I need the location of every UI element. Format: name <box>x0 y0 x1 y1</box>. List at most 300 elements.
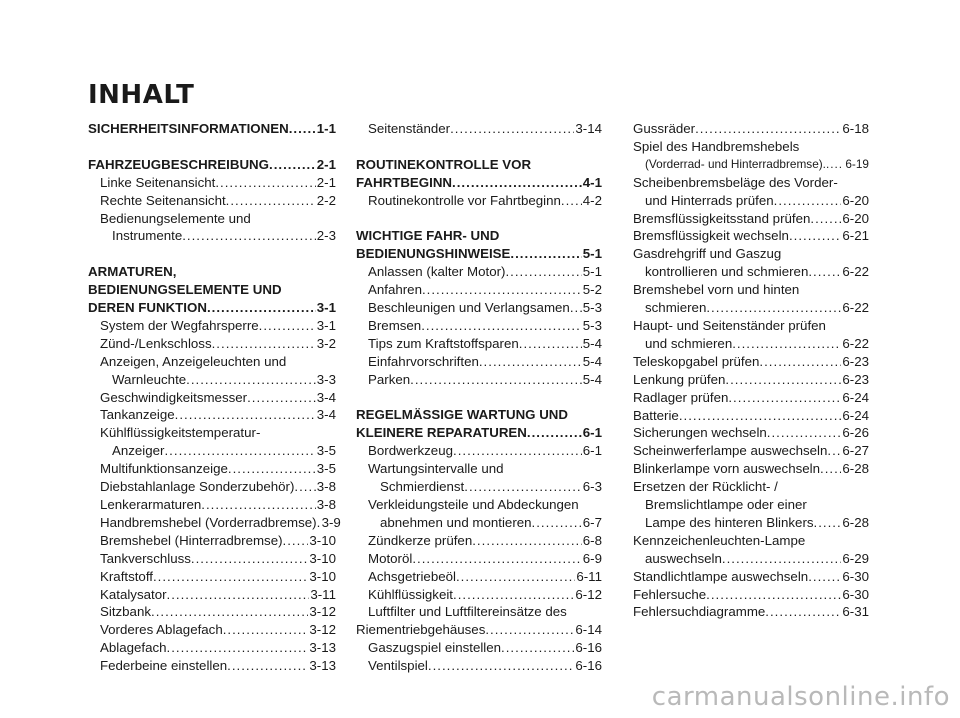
toc-entry <box>88 299 336 317</box>
toc-page-number: 6-20 <box>842 210 869 226</box>
toc-entry-title: kontrollieren und schmieren <box>645 264 809 280</box>
toc-entry-title: auswechseln <box>645 550 722 566</box>
toc-page-number: 5-2 <box>582 282 602 298</box>
toc-leader-dots <box>485 621 574 639</box>
toc-leader-dots <box>519 335 582 353</box>
toc-leader-dots <box>450 120 574 138</box>
toc-leader-dots <box>164 442 315 460</box>
toc-entry-title: FAHRZEUGBESCHREIBUNG <box>88 156 269 172</box>
toc-entry <box>633 263 869 281</box>
toc-page-number: 6-26 <box>842 425 869 441</box>
toc-text-line <box>356 156 602 174</box>
toc-text-line <box>88 281 336 299</box>
toc-entry <box>633 460 869 478</box>
toc-entry <box>356 639 602 657</box>
toc-column-3 <box>633 120 869 621</box>
toc-page-number: 3-5 <box>316 443 336 459</box>
toc-page-number: 6-16 <box>575 658 602 674</box>
toc-entry <box>356 317 602 335</box>
toc-page-number: 5-1 <box>582 246 602 262</box>
toc-entry-title: Haupt- und Seitenständer prüfen <box>633 317 826 333</box>
toc-leader-dots <box>827 442 841 460</box>
toc-entry-title: Gasdrehgriff und Gaszug <box>633 246 782 262</box>
toc-page-number: 6-1 <box>582 425 602 441</box>
toc-entry <box>356 120 602 138</box>
toc-entry-title: Anzeiger <box>112 443 165 459</box>
toc-leader-dots <box>201 496 316 514</box>
toc-entry-title: Multifunktionsanzeige <box>100 461 228 477</box>
toc-page-number: 6-7 <box>582 514 602 530</box>
toc-entry-title: Bremshebel (Hinterradbremse) <box>100 532 283 548</box>
toc-page-number: 6-8 <box>582 532 602 548</box>
toc-entry-title: Kraftstoff <box>100 568 153 584</box>
toc-text-line <box>633 174 869 192</box>
toc-entry <box>356 586 602 604</box>
toc-leader-dots <box>412 550 581 568</box>
toc-entry-title: Verkleidungsteile und Abdeckungen <box>368 496 579 512</box>
toc-page-number: 3-13 <box>309 640 336 656</box>
toc-page-number: 6-22 <box>842 300 869 316</box>
toc-page-number: 2-1 <box>316 156 336 172</box>
toc-entry-title: Geschwindigkeitsmesser <box>100 389 248 405</box>
toc-page-number: 6-14 <box>575 622 602 638</box>
toc-entry-title: Bremsen <box>368 317 422 333</box>
toc-leader-dots <box>215 174 315 192</box>
toc-text-line <box>633 317 869 335</box>
toc-leader-dots <box>767 424 842 442</box>
toc-text-line <box>633 496 869 514</box>
toc-entry <box>88 586 336 604</box>
toc-leader-dots <box>294 478 315 496</box>
toc-page-number: 3-8 <box>316 479 336 495</box>
toc-column-2 <box>356 120 602 675</box>
toc-entry-title: Spiel des Handbremshebels <box>633 138 800 154</box>
toc-entry-title: Routinekontrolle vor Fahrtbeginn <box>368 192 561 208</box>
toc-entry <box>88 478 336 496</box>
toc-leader-dots <box>175 406 316 424</box>
toc-page-number: 3-11 <box>310 586 336 602</box>
toc-leader-dots <box>501 639 574 657</box>
toc-entry <box>356 442 602 460</box>
toc-page-number: 5-3 <box>582 317 602 333</box>
toc-entry-title: Federbeine einstellen <box>100 658 228 674</box>
toc-leader-dots <box>759 353 841 371</box>
toc-entry-title: FAHRTBEGINN <box>356 174 453 190</box>
toc-entry-title: Radlager prüfen <box>633 389 729 405</box>
toc-entry-title: Scheibenbremsbeläge des Vorder- <box>633 174 838 190</box>
toc-page-number: 4-2 <box>582 192 602 208</box>
toc-entry <box>633 371 869 389</box>
toc-entry-title: Ersetzen der Rücklicht- / <box>633 479 778 495</box>
toc-entry-title: Seitenständer <box>368 121 451 136</box>
toc-entry <box>88 174 336 192</box>
toc-page-number: 6-28 <box>842 461 869 477</box>
toc-text-line <box>88 424 336 442</box>
toc-entry <box>88 550 336 568</box>
toc-leader-dots <box>810 210 841 228</box>
toc-leader-dots <box>421 317 582 335</box>
toc-entry-title: Anlassen (kalter Motor) <box>368 264 506 280</box>
toc-page-number: 5-4 <box>582 353 602 369</box>
toc-entry-title: schmieren <box>645 300 707 316</box>
toc-leader-dots <box>725 371 841 389</box>
toc-entry <box>356 657 602 675</box>
toc-leader-dots <box>765 603 841 621</box>
toc-entry-title: SICHERHEITSINFORMATIONEN <box>88 121 289 136</box>
toc-leader-dots <box>289 120 316 138</box>
toc-leader-dots <box>472 532 582 550</box>
toc-entry-title: Handbremshebel (Vorderradbremse) <box>100 514 317 530</box>
toc-entry-title: abnehmen und montieren <box>380 514 532 530</box>
toc-page-number: 6-19 <box>845 156 869 171</box>
toc-entry-title: Bedienungselemente und <box>100 210 251 226</box>
toc-entry <box>633 568 869 586</box>
page-title: INHALT <box>88 80 195 110</box>
toc-page-number: 6-12 <box>575 586 602 602</box>
toc-entry-title: Luftfilter und Luftfiltereinsätze des <box>368 604 567 620</box>
section-gap <box>356 138 602 156</box>
toc-entry <box>633 335 869 353</box>
toc-page-number: 6-11 <box>576 568 602 584</box>
toc-entry-title: Schmierdienst <box>380 479 465 495</box>
toc-page-number: 3-14 <box>575 121 602 136</box>
toc-leader-dots <box>227 657 308 675</box>
toc-entry-title: Tankverschluss <box>100 550 191 566</box>
toc-entry-title: Katalysator <box>100 586 167 602</box>
toc-page-number: 6-3 <box>582 479 602 495</box>
toc-leader-dots <box>679 407 842 425</box>
toc-entry <box>88 156 336 174</box>
toc-column-1 <box>88 120 341 675</box>
toc-text-line <box>633 478 869 496</box>
toc-page-number: 6-24 <box>842 407 869 423</box>
toc-text-line <box>356 460 602 478</box>
toc-leader-dots <box>706 299 841 317</box>
toc-entry <box>88 442 336 460</box>
toc-entry-title: und schmieren <box>645 335 733 351</box>
toc-leader-dots <box>695 120 841 138</box>
toc-page-number: 5-4 <box>582 371 602 387</box>
toc-entry <box>88 120 336 138</box>
toc-entry-title: Ventilspiel <box>368 658 428 674</box>
toc-leader-dots <box>505 263 581 281</box>
toc-page-number: 6-24 <box>842 389 869 405</box>
toc-leader-dots <box>826 156 844 174</box>
toc-entry <box>633 299 869 317</box>
toc-text-line <box>633 245 869 263</box>
toc-entry-title: Lenkerarmaturen <box>100 497 202 512</box>
toc-entry <box>356 568 602 586</box>
toc-entry-title: REGELMÄSSIGE WARTUNG UND <box>356 407 569 423</box>
toc-leader-dots <box>774 192 842 210</box>
toc-page-number: 2-1 <box>316 174 336 190</box>
toc-leader-dots <box>456 568 575 586</box>
toc-entry-title: und Hinterrads prüfen <box>645 192 774 208</box>
toc-entry <box>633 389 869 407</box>
toc-entry-title: Kühlflüssigkeit <box>368 586 453 602</box>
toc-entry <box>633 407 869 425</box>
toc-leader-dots <box>410 371 582 389</box>
toc-page-number: 2-3 <box>316 228 336 244</box>
toc-entry-title: Motoröl <box>368 550 413 566</box>
toc-leader-dots <box>226 192 316 210</box>
toc-entry-title: Tankanzeige <box>100 407 175 423</box>
toc-page-number: 5-1 <box>582 264 602 280</box>
toc-text-line <box>633 532 869 550</box>
toc-entry-title: Bremshebel vorn und hinten <box>633 282 800 298</box>
toc-entry <box>356 174 602 192</box>
toc-leader-dots <box>153 568 308 586</box>
toc-text-line <box>356 603 602 621</box>
toc-entry-title: Instrumente <box>112 228 183 244</box>
toc-entry <box>88 389 336 407</box>
toc-page-number: 3-12 <box>309 604 336 620</box>
toc-entry <box>633 227 869 245</box>
toc-leader-dots <box>722 550 842 568</box>
toc-entry <box>88 621 336 639</box>
toc-page-number: 3-5 <box>316 461 336 477</box>
toc-text-line <box>633 281 869 299</box>
toc-leader-dots <box>732 335 841 353</box>
toc-entry <box>356 263 602 281</box>
toc-leader-dots <box>789 227 841 245</box>
toc-entry <box>633 603 869 621</box>
toc-entry-title: Kühlflüssigkeitstemperatur- <box>100 425 261 441</box>
toc-page-number: 5-3 <box>582 300 602 316</box>
toc-page-number: 6-1 <box>582 443 602 459</box>
toc-entry <box>88 317 336 335</box>
toc-entry-title: Lenkung prüfen <box>633 371 726 387</box>
toc-entry-title: Einfahrvorschriften <box>368 353 479 369</box>
toc-page-number: 6-30 <box>842 568 869 584</box>
toc-entry <box>356 299 602 317</box>
toc-entry <box>356 514 602 532</box>
toc-entry-title: Rechte Seitenansicht <box>100 192 226 208</box>
toc-entry-title: Bremslichtlampe oder einer <box>645 497 807 513</box>
toc-page-number: 6-31 <box>842 604 869 620</box>
toc-page-number: 6-16 <box>575 640 602 656</box>
toc-entry <box>633 514 869 532</box>
toc-entry <box>633 192 869 210</box>
toc-entry-title: Parken <box>368 371 411 387</box>
toc-entry-title: Lampe des hinteren Blinkers <box>645 514 814 530</box>
toc-entry <box>356 621 602 639</box>
toc-entry <box>356 424 602 442</box>
toc-entry-title: Bremsflüssigkeit wechseln <box>633 228 789 244</box>
toc-entry <box>88 192 336 210</box>
toc-entry-title: WICHTIGE FAHR- UND <box>356 228 500 244</box>
toc-page-number: 3-10 <box>309 532 336 548</box>
toc-entry-title: Riementriebgehäuses <box>356 622 486 638</box>
toc-entry-title: Ablagefach <box>100 640 167 656</box>
toc-entry-title: BEDIENUNGSELEMENTE UND <box>88 282 282 298</box>
toc-page-number: 2-2 <box>316 192 336 208</box>
toc-leader-dots <box>570 299 582 317</box>
toc-entry-title: Sitzbank <box>100 604 151 620</box>
toc-entry-title: Diebstahlanlage Sonderzubehör) <box>100 479 295 495</box>
toc-page-number: 6-27 <box>842 443 869 459</box>
toc-entry-title: Scheinwerferlampe auswechseln <box>633 443 828 459</box>
toc-leader-dots <box>510 245 581 263</box>
toc-entry <box>633 586 869 604</box>
toc-leader-dots <box>167 586 310 604</box>
toc-entry-title: ARMATUREN, <box>88 264 177 280</box>
toc-leader-dots <box>464 478 582 496</box>
toc-entry <box>356 550 602 568</box>
toc-leader-dots <box>527 424 582 442</box>
toc-leader-dots <box>223 621 309 639</box>
toc-leader-dots <box>182 227 316 245</box>
toc-page-number: 6-18 <box>842 121 869 136</box>
toc-entry-title: Anzeigen, Anzeigeleuchten und <box>100 353 287 369</box>
toc-text-line <box>88 210 336 228</box>
toc-text-line <box>356 406 602 424</box>
toc-entry-title: Fehlersuche <box>633 586 707 602</box>
watermark: carmanualsonline.info <box>651 682 950 712</box>
toc-entry <box>88 460 336 478</box>
toc-entry-title: Linke Seitenansicht <box>100 174 216 190</box>
toc-page-number: 6-20 <box>842 192 869 208</box>
toc-entry <box>88 657 336 675</box>
toc-entry <box>356 532 602 550</box>
toc-leader-dots <box>808 568 841 586</box>
toc-leader-dots <box>259 317 316 335</box>
toc-entry-title: ROUTINEKONTROLLE VOR <box>356 156 532 172</box>
toc-entry <box>88 514 341 532</box>
toc-entry-title: Tips zum Kraftstoffsparen <box>368 335 519 351</box>
toc-page-number: 3-1 <box>316 300 336 316</box>
toc-page-number: 6-23 <box>842 371 869 387</box>
toc-entry <box>88 639 336 657</box>
toc-leader-dots <box>814 514 842 532</box>
toc-page-number: 3-4 <box>316 389 336 405</box>
section-gap <box>88 245 336 263</box>
toc-entry-title: Wartungsintervalle und <box>368 461 504 477</box>
toc-entry <box>88 496 336 514</box>
toc-page-number: 6-22 <box>842 264 869 280</box>
toc-page-number: 3-9 <box>321 514 341 530</box>
toc-page-number: 5-4 <box>582 335 602 351</box>
toc-entry <box>88 406 336 424</box>
toc-page-number: 6-22 <box>842 335 869 351</box>
toc-leader-dots <box>452 174 582 192</box>
toc-entry <box>633 156 869 174</box>
toc-entry-title: Zünd-/Lenkschloss <box>100 335 212 351</box>
toc-entry <box>356 478 602 496</box>
toc-entry-title: Anfahren <box>368 282 422 298</box>
toc-text-line <box>88 263 336 281</box>
toc-page-number: 3-1 <box>316 317 336 333</box>
toc-entry <box>88 335 336 353</box>
toc-page-number: 6-23 <box>842 353 869 369</box>
toc-leader-dots <box>269 156 316 174</box>
section-gap <box>356 389 602 407</box>
toc-page-number: 4-1 <box>582 174 602 190</box>
toc-entry-title: (Vorderrad- und Hinterradbremse). <box>645 156 826 171</box>
toc-entry <box>88 532 336 550</box>
toc-entry <box>356 192 602 210</box>
toc-leader-dots <box>820 460 841 478</box>
toc-entry <box>633 210 869 228</box>
toc-leader-dots <box>247 389 316 407</box>
toc-entry-title: Blinkerlampe vorn auswechseln <box>633 461 820 477</box>
toc-page-number: 3-10 <box>309 568 336 584</box>
toc-entry <box>633 550 869 568</box>
toc-leader-dots <box>706 586 841 604</box>
toc-entry-title: Warnleuchte <box>112 371 187 387</box>
toc-entry-title: Sicherungen wechseln <box>633 425 767 441</box>
toc-entry-title: Fehlersuchdiagramme <box>633 604 766 620</box>
toc-entry <box>633 120 869 138</box>
toc-text-line <box>633 138 869 156</box>
toc-entry-title: KLEINERE REPARATUREN <box>356 425 527 441</box>
toc-leader-dots <box>151 603 308 621</box>
toc-page-number: 6-30 <box>842 586 869 602</box>
toc-entry <box>356 281 602 299</box>
toc-entry <box>633 353 869 371</box>
toc-leader-dots <box>453 586 574 604</box>
toc-leader-dots <box>283 532 309 550</box>
toc-entry <box>88 603 336 621</box>
toc-entry-title: Teleskopgabel prüfen <box>633 353 760 369</box>
toc-entry <box>356 371 602 389</box>
toc-entry-title: Batterie <box>633 407 679 423</box>
toc-entry <box>633 442 869 460</box>
toc-leader-dots <box>212 335 316 353</box>
toc-page-number: 3-2 <box>316 335 336 351</box>
toc-leader-dots <box>728 389 841 407</box>
toc-leader-dots <box>207 299 316 317</box>
toc-leader-dots <box>808 263 841 281</box>
toc-entry <box>633 424 869 442</box>
toc-page-number: 6-21 <box>842 228 869 244</box>
toc-entry-title: Gaszugspiel einstellen <box>368 640 502 656</box>
toc-leader-dots <box>428 657 575 675</box>
toc-text-line <box>356 227 602 245</box>
toc-text-line <box>88 353 336 371</box>
toc-page-number: 6-9 <box>582 550 602 566</box>
toc-page-number: 3-10 <box>309 550 336 566</box>
toc-entry-title: Vorderes Ablagefach <box>100 622 223 638</box>
toc-leader-dots <box>561 192 582 210</box>
toc-page-number: 3-3 <box>316 371 336 387</box>
toc-entry-title: DEREN FUNKTION <box>88 300 207 316</box>
toc-leader-dots <box>532 514 582 532</box>
toc-entry-title: Bordwerkzeug <box>368 443 453 459</box>
toc-entry <box>356 353 602 371</box>
toc-page-number: 3-13 <box>309 658 336 674</box>
toc-entry-title: Achsgetriebeöl <box>368 568 456 584</box>
toc-entry <box>356 245 602 263</box>
toc-entry-title: Kennzeichenleuchten-Lampe <box>633 532 806 548</box>
section-gap <box>356 210 602 228</box>
toc-text-line <box>356 496 602 514</box>
toc-entry <box>88 227 336 245</box>
toc-leader-dots <box>228 460 316 478</box>
toc-entry <box>356 335 602 353</box>
toc-leader-dots <box>422 281 582 299</box>
toc-entry-title: Beschleunigen und Verlangsamen <box>368 300 570 316</box>
toc-leader-dots <box>167 639 309 657</box>
toc-entry-title: BEDIENUNGSHINWEISE <box>356 246 511 262</box>
toc-page-number: 6-28 <box>842 514 869 530</box>
toc-leader-dots <box>186 371 316 389</box>
toc-entry-title: Standlichtlampe auswechseln <box>633 568 809 584</box>
toc-entry <box>88 568 336 586</box>
toc-entry-title: System der Wegfahrsperre <box>100 317 259 333</box>
toc-entry <box>88 371 336 389</box>
toc-leader-dots <box>453 442 582 460</box>
